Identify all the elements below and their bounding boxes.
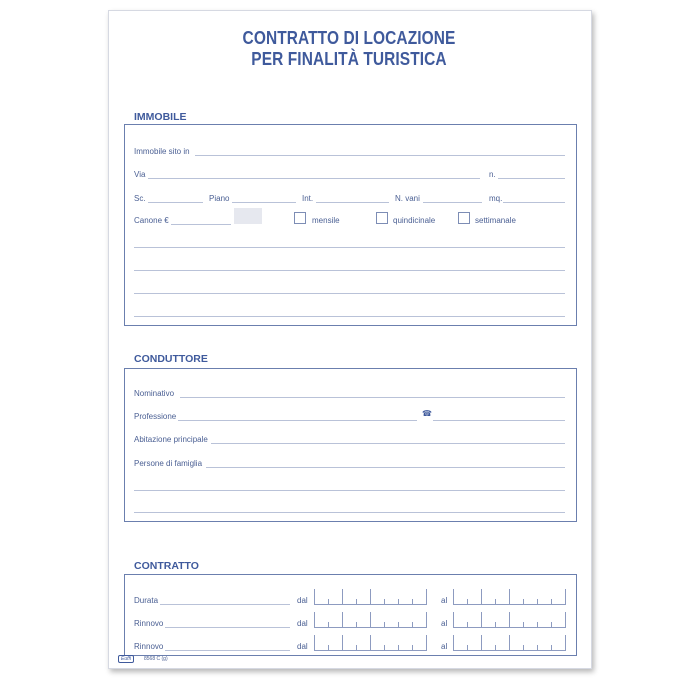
canone-field[interactable] (171, 224, 231, 225)
date-tick (412, 599, 413, 604)
date-tick (453, 612, 454, 627)
scala-field[interactable] (148, 202, 203, 203)
rinnovo1-dal-label: dal (297, 619, 308, 628)
date-tick (384, 645, 385, 650)
date-tick (370, 589, 371, 604)
interno-field[interactable] (316, 202, 389, 203)
date-tick (342, 589, 343, 604)
date-tick (398, 622, 399, 627)
rinnovo1-al-date[interactable] (453, 612, 566, 628)
brand-logo: Euffi (118, 655, 134, 663)
immobile-blank-line-2[interactable] (134, 270, 565, 271)
rinnovo1-al-label: al (441, 619, 448, 628)
date-tick (537, 622, 538, 627)
famiglia-field[interactable] (206, 467, 565, 468)
rinnovo1-dal-date[interactable] (314, 612, 427, 628)
piano-field[interactable] (232, 202, 296, 203)
immobile-section-title: IMMOBILE (134, 111, 187, 123)
conduttore-section-title: CONDUTTORE (134, 353, 208, 365)
famiglia-label: Persone di famiglia (134, 459, 203, 468)
date-tick (481, 635, 482, 650)
phone-icon: ☎ (422, 409, 432, 418)
durata-label: Durata (134, 596, 159, 605)
date-tick (509, 635, 510, 650)
date-tick (412, 622, 413, 627)
date-tick (481, 589, 482, 604)
nominativo-label: Nominativo (134, 389, 175, 398)
date-tick (356, 622, 357, 627)
immobile-sito-field[interactable] (195, 155, 565, 156)
date-tick (537, 599, 538, 604)
quindicinale-checkbox[interactable] (376, 212, 388, 224)
date-tick (523, 622, 524, 627)
form-title-line1: CONTRATTO DI LOCAZIONE (242, 28, 456, 48)
date-tick (467, 645, 468, 650)
mensile-label: mensile (312, 216, 340, 225)
date-tick (453, 635, 454, 650)
date-tick (453, 589, 454, 604)
date-tick (370, 612, 371, 627)
date-tick (356, 599, 357, 604)
telefono-field[interactable] (433, 420, 565, 421)
product-code: 8568 C (g) (144, 656, 168, 662)
date-tick (551, 599, 552, 604)
date-tick (551, 645, 552, 650)
date-tick (467, 622, 468, 627)
rinnovo2-dal-date[interactable] (314, 635, 427, 651)
numero-field[interactable] (498, 178, 565, 179)
mq-label: mq. (489, 194, 503, 203)
quindicinale-label: quindicinale (393, 216, 436, 225)
durata-al-date[interactable] (453, 589, 566, 605)
date-tick (426, 635, 427, 650)
rinnovo1-field[interactable] (165, 627, 290, 628)
canone-shaded-box (234, 208, 262, 224)
vani-field[interactable] (423, 202, 482, 203)
immobile-sito-label: Immobile sito in (134, 147, 190, 156)
date-tick (495, 622, 496, 627)
conduttore-box (124, 368, 577, 522)
via-label: Via (134, 170, 146, 179)
professione-label: Professione (134, 412, 177, 421)
rinnovo1-label: Rinnovo (134, 619, 164, 628)
date-tick (314, 612, 315, 627)
date-tick (481, 612, 482, 627)
date-tick (412, 645, 413, 650)
date-tick (565, 589, 566, 604)
date-tick (342, 635, 343, 650)
canone-label: Canone € (134, 216, 169, 225)
date-tick (565, 612, 566, 627)
date-tick (356, 645, 357, 650)
date-tick (523, 645, 524, 650)
date-tick (384, 622, 385, 627)
durata-dal-label: dal (297, 596, 308, 605)
abitazione-label: Abitazione principale (134, 435, 208, 444)
date-tick (342, 612, 343, 627)
conduttore-blank-line-1[interactable] (134, 490, 565, 491)
vani-label: N. vani (395, 194, 420, 203)
mq-field[interactable] (503, 202, 565, 203)
date-tick (328, 599, 329, 604)
date-tick (537, 645, 538, 650)
date-tick (328, 622, 329, 627)
via-field[interactable] (148, 178, 480, 179)
settimanale-label: settimanale (475, 216, 516, 225)
durata-field[interactable] (160, 604, 290, 605)
numero-label: n. (489, 170, 496, 179)
rinnovo2-al-date[interactable] (453, 635, 566, 651)
rinnovo2-field[interactable] (165, 650, 290, 651)
immobile-blank-line-4[interactable] (134, 316, 565, 317)
date-tick (398, 599, 399, 604)
date-tick (384, 599, 385, 604)
date-tick (398, 645, 399, 650)
date-tick (426, 589, 427, 604)
settimanale-checkbox[interactable] (458, 212, 470, 224)
date-tick (467, 599, 468, 604)
rinnovo2-al-label: al (441, 642, 448, 651)
contratto-section-title: CONTRATTO (134, 560, 199, 572)
abitazione-field[interactable] (211, 443, 565, 444)
date-tick (551, 622, 552, 627)
immobile-blank-line-1[interactable] (134, 247, 565, 248)
interno-label: Int. (302, 194, 314, 203)
immobile-blank-line-3[interactable] (134, 293, 565, 294)
conduttore-blank-line-2[interactable] (134, 512, 565, 513)
durata-al-label: al (441, 596, 448, 605)
date-tick (314, 589, 315, 604)
piano-label: Piano (209, 194, 230, 203)
rinnovo2-label: Rinnovo (134, 642, 164, 651)
professione-field[interactable] (178, 420, 417, 421)
nominativo-field[interactable] (180, 397, 565, 398)
mensile-checkbox[interactable] (294, 212, 306, 224)
date-tick (509, 612, 510, 627)
durata-dal-date[interactable] (314, 589, 427, 605)
form-title-line2: PER FINALITÀ TURISTICA (251, 49, 447, 69)
date-tick (426, 612, 427, 627)
date-tick (328, 645, 329, 650)
date-tick (565, 635, 566, 650)
scala-label: Sc. (134, 194, 146, 203)
date-tick (509, 589, 510, 604)
date-tick (314, 635, 315, 650)
date-tick (495, 645, 496, 650)
date-tick (523, 599, 524, 604)
date-tick (370, 635, 371, 650)
date-tick (495, 599, 496, 604)
rinnovo2-dal-label: dal (297, 642, 308, 651)
